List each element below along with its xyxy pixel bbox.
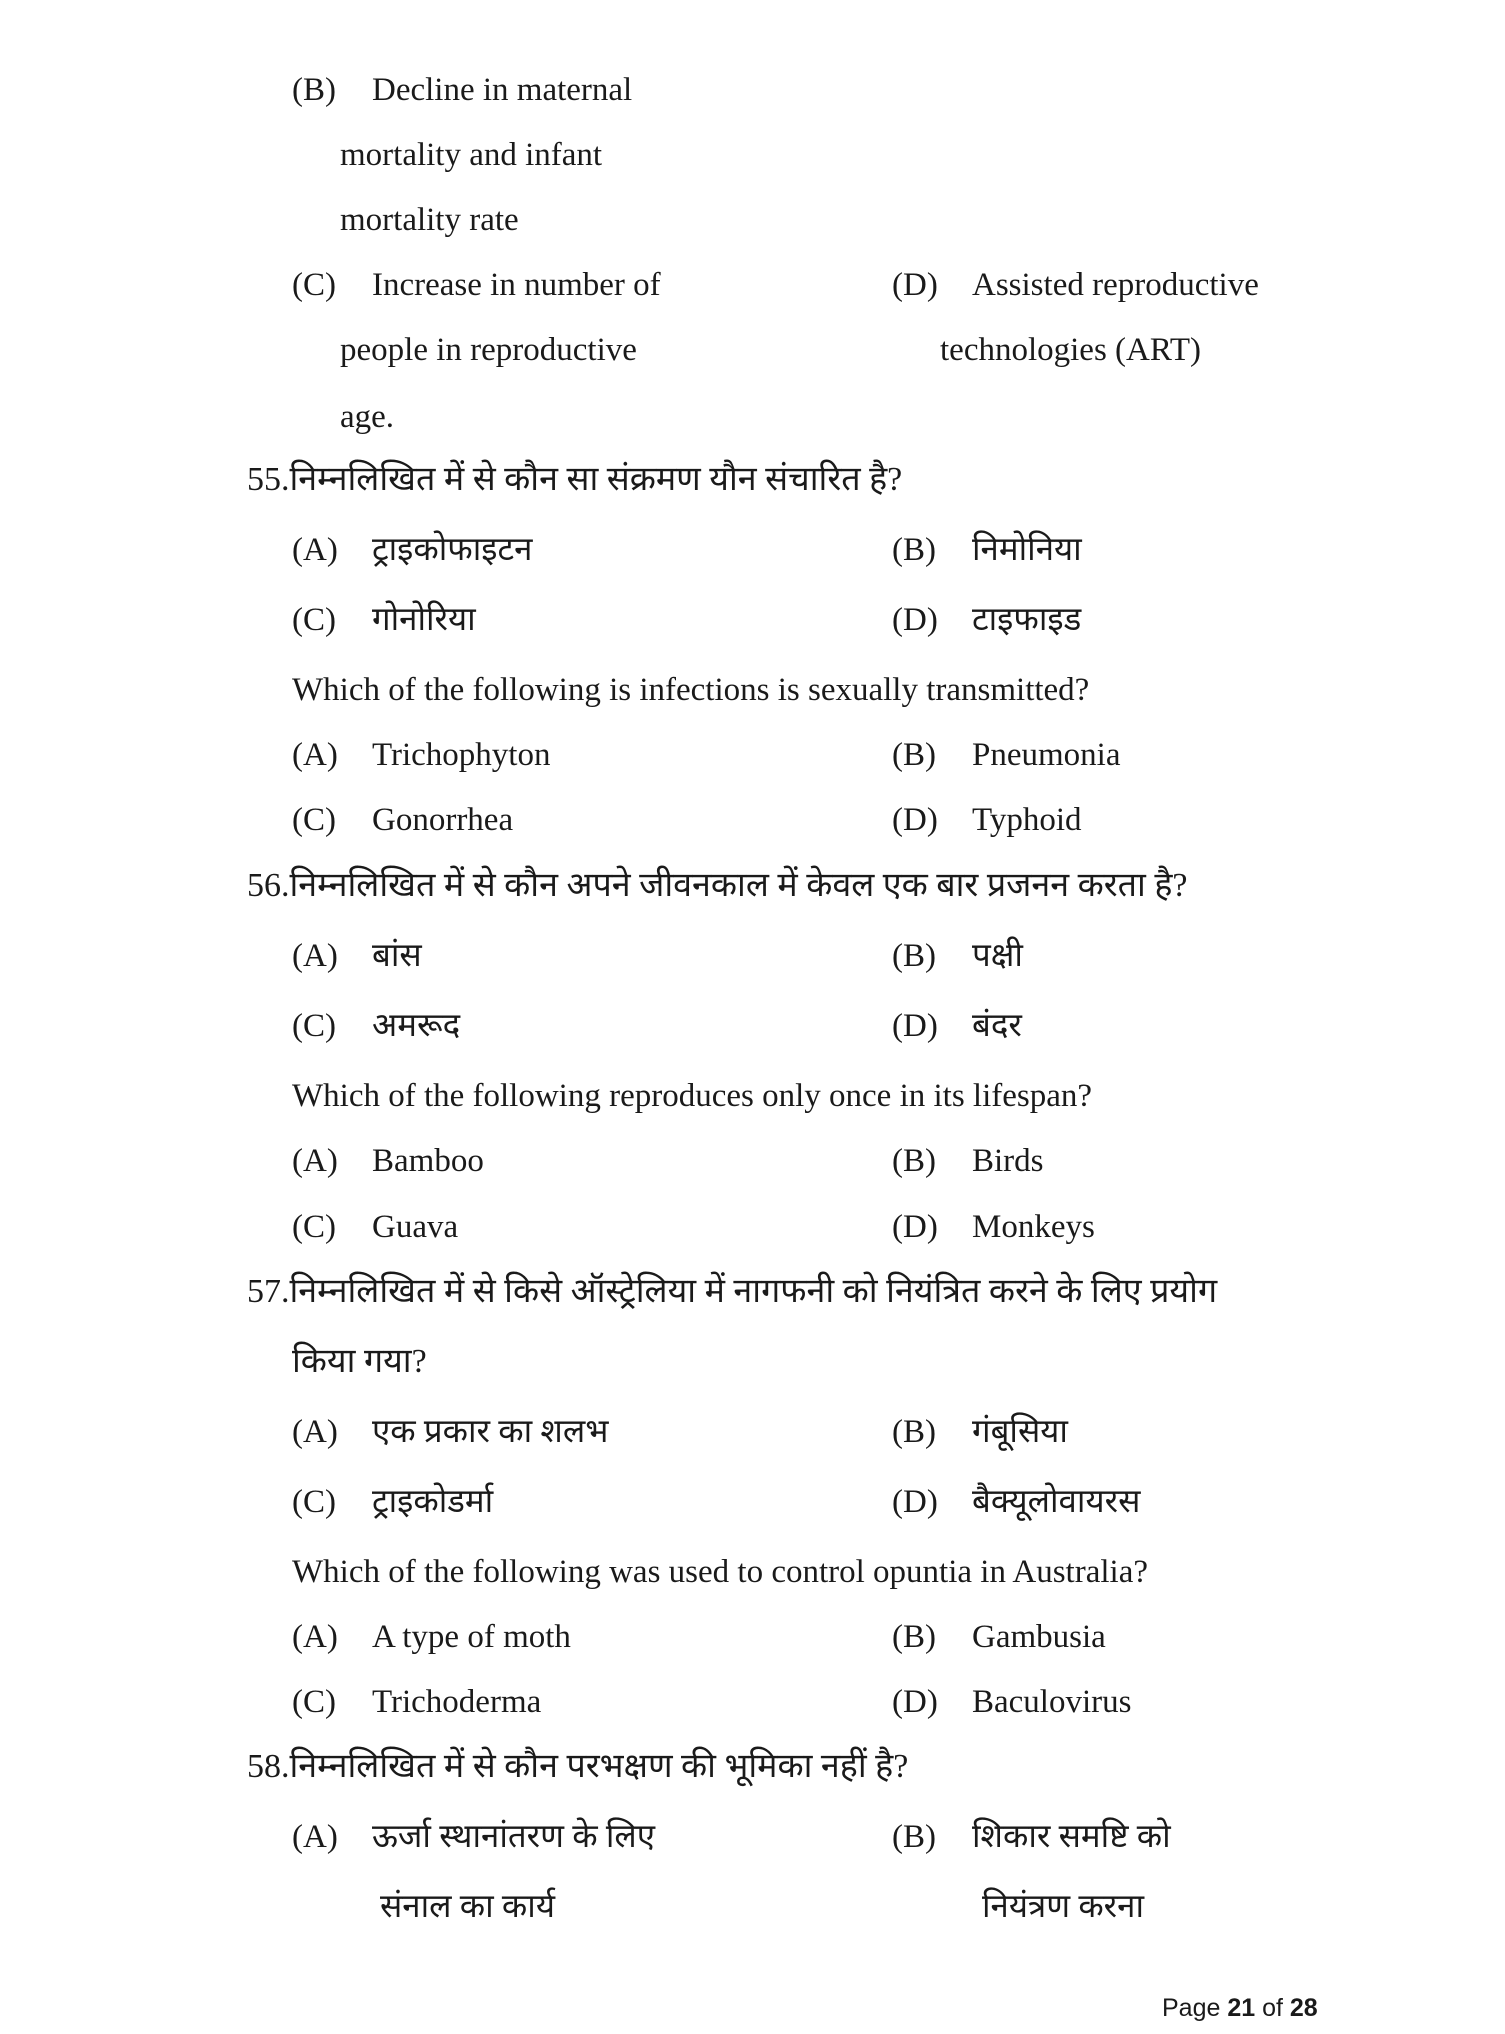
q58-hindi-option-a: [292, 1817, 655, 1857]
q58-hindi-option-b-line2: नियंत्रण करना: [982, 1889, 1145, 1925]
q55-hindi-option-c: [292, 600, 476, 640]
option-text: निमोनिया: [972, 532, 1082, 568]
q58-hindi-option-b: [892, 1817, 1171, 1857]
option-label: (B): [892, 1819, 936, 1855]
option-label: (C): [292, 1209, 336, 1245]
option-text: Baculovirus: [972, 1684, 1132, 1720]
q54-option-c-line3: age.: [340, 399, 395, 435]
option-label: (A): [292, 938, 338, 974]
option-text: ट्राइकोडर्मा: [372, 1484, 494, 1520]
option-label: (A): [292, 1414, 338, 1450]
q54-option-c: [292, 265, 661, 305]
q57-english-question: Which of the following was used to control opuntia in Australia?: [292, 1554, 1148, 1590]
option-label: (B): [892, 1143, 936, 1179]
q57-hindi-question-line1: 57.निम्नलिखित में से किसे ऑस्ट्रेलिया में नागफनी को नियंत्रित करने के लिए प्रयोग: [247, 1273, 1218, 1310]
q57-english-option-d: [892, 1682, 1131, 1722]
option-label: (C): [292, 602, 336, 638]
page-prefix: Page: [1162, 1994, 1228, 2022]
option-text: Guava: [372, 1209, 459, 1245]
q54-option-d-line2: technologies (ART): [940, 332, 1202, 368]
option-label: (C): [292, 802, 336, 838]
option-text: एक प्रकार का शलभ: [372, 1414, 609, 1450]
option-label: (C): [292, 267, 336, 303]
q57-hindi-option-c: [292, 1482, 493, 1522]
q54-option-d-line1: Assisted reproductive: [972, 267, 1259, 303]
q55-hindi-option-b: [892, 530, 1082, 570]
q58-hindi-question: 58.निम्नलिखित में से कौन परभक्षण की भूमिका नहीं है?: [247, 1748, 909, 1785]
q55-english-option-a: [292, 735, 550, 775]
option-text: Bamboo: [372, 1143, 484, 1179]
q57-english-option-a: [292, 1617, 571, 1657]
q54-option-c-line2: people in reproductive: [340, 332, 637, 368]
option-label: (D): [892, 602, 938, 638]
option-label: (D): [892, 1209, 938, 1245]
page-of: of: [1255, 1994, 1290, 2022]
option-label: (D): [892, 1484, 938, 1520]
q54-option-b-line3: mortality rate: [340, 202, 519, 238]
option-label: (B): [892, 737, 936, 773]
option-text: Gonorrhea: [372, 802, 514, 838]
q55-english-option-d: [892, 800, 1082, 840]
q58-hindi-option-a-line2: संनाल का कार्य: [380, 1889, 555, 1925]
option-text: अमरूद: [372, 1008, 461, 1044]
option-label: (D): [892, 1684, 938, 1720]
option-label: (D): [892, 267, 938, 303]
q54-option-c-line1: Increase in number of: [372, 267, 661, 303]
option-label: (C): [292, 1484, 336, 1520]
option-text: बांस: [372, 938, 422, 974]
option-text: Gambusia: [972, 1619, 1106, 1655]
option-label: (D): [892, 802, 938, 838]
q56-hindi-option-b: [892, 936, 1023, 976]
q56-english-option-c: [292, 1207, 458, 1247]
option-label: (D): [892, 1008, 938, 1044]
q54-option-d: [892, 265, 1259, 305]
option-text: बैक्यूलोवायरस: [972, 1484, 1141, 1520]
q56-english-option-d: [892, 1207, 1095, 1247]
option-label: (C): [292, 1684, 336, 1720]
option-label: (C): [292, 1008, 336, 1044]
option-text: Monkeys: [972, 1209, 1095, 1245]
option-label: (A): [292, 737, 338, 773]
q55-hindi-option-a: [292, 530, 532, 570]
option-text: A type of moth: [372, 1619, 571, 1655]
option-text: Pneumonia: [972, 737, 1121, 773]
q54-option-b-line2: mortality and infant: [340, 137, 603, 173]
q57-english-option-c: [292, 1682, 541, 1722]
q57-hindi-option-d: [892, 1482, 1140, 1522]
option-label: (B): [292, 72, 336, 108]
q56-hindi-option-c: [292, 1006, 460, 1046]
current-page: 21: [1227, 1994, 1256, 2022]
option-label: (B): [892, 938, 936, 974]
option-text: शिकार समष्टि को: [972, 1819, 1171, 1855]
option-text: गंबूसिया: [972, 1414, 1068, 1450]
option-label: (B): [892, 532, 936, 568]
option-text: बंदर: [972, 1008, 1022, 1044]
total-pages: 28: [1289, 1994, 1318, 2022]
q56-english-option-a: [292, 1141, 484, 1181]
option-text: टाइफाइड: [972, 602, 1082, 638]
option-text: Typhoid: [972, 802, 1082, 838]
option-label: (A): [292, 1619, 338, 1655]
q57-hindi-option-b: [892, 1412, 1068, 1452]
option-label: (A): [292, 1819, 338, 1855]
option-label: (B): [892, 1414, 936, 1450]
q55-english-option-c: [292, 800, 513, 840]
option-label: (A): [292, 1143, 338, 1179]
q55-english-question: Which of the following is infections is sexually transmitted?: [292, 672, 1090, 708]
q56-hindi-option-d: [892, 1006, 1022, 1046]
option-text: Birds: [972, 1143, 1044, 1179]
option-text: Trichoderma: [372, 1684, 542, 1720]
option-label: (B): [892, 1619, 936, 1655]
q56-hindi-option-a: [292, 936, 422, 976]
option-text: गोनोरिया: [372, 602, 476, 638]
q54-option-b-line1: Decline in maternal: [372, 72, 633, 108]
q56-english-option-b: [892, 1141, 1044, 1181]
q57-hindi-question-line2: किया गया?: [292, 1343, 427, 1380]
q55-hindi-question: 55.निम्नलिखित में से कौन सा संक्रमण यौन संचारित है?: [247, 461, 903, 498]
q56-hindi-question: 56.निम्नलिखित में से कौन अपने जीवनकाल में केवल एक बार प्रजनन करता है?: [247, 867, 1188, 904]
page-number: [1162, 1993, 1318, 2023]
q56-english-question: Which of the following reproduces only once in its lifespan?: [292, 1078, 1093, 1114]
option-label: (A): [292, 532, 338, 568]
option-text: Trichophyton: [372, 737, 551, 773]
option-text: ऊर्जा स्थानांतरण के लिए: [372, 1819, 656, 1855]
q57-hindi-option-a: [292, 1412, 608, 1452]
option-text: पक्षी: [972, 938, 1023, 974]
q55-hindi-option-d: [892, 600, 1081, 640]
q57-english-option-b: [892, 1617, 1106, 1657]
q55-english-option-b: [892, 735, 1120, 775]
option-text: ट्राइकोफाइटन: [372, 532, 533, 568]
q54-option-b: [292, 70, 632, 110]
